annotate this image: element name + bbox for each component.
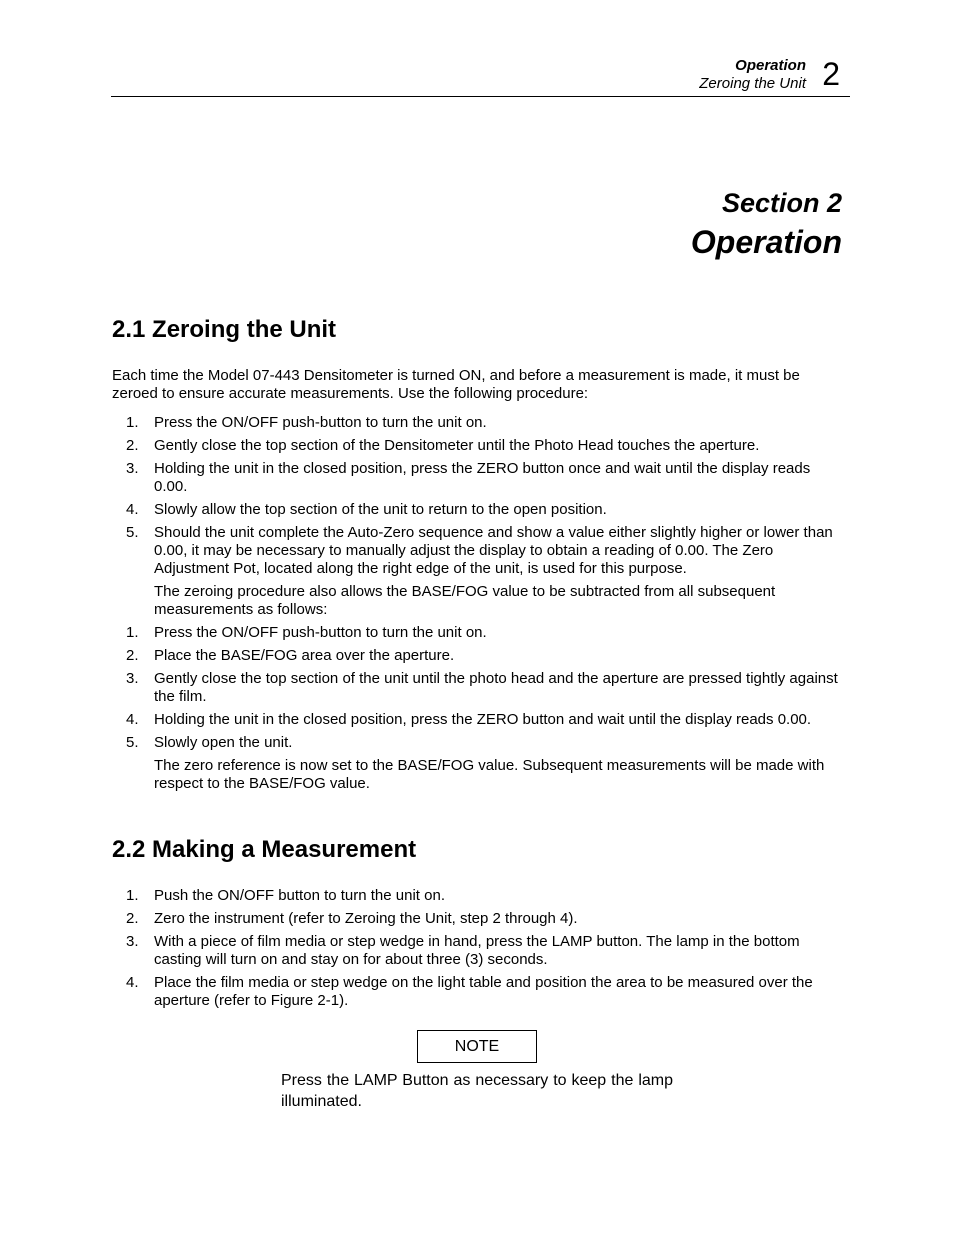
list-item: 3. Holding the unit in the closed position, press the ZERO button once and wait until the display reads 0.00. bbox=[126, 460, 811, 495]
basefog-outro: The zero reference is now set to the BASE/FOG value. Subsequent measurements will be made with respect to the BASE/FOG value. bbox=[154, 757, 825, 792]
list-item: 1. Press the ON/OFF push-button to turn the unit on. bbox=[126, 624, 487, 641]
list-item: 1. Push the ON/OFF button to turn the unit on. bbox=[126, 887, 445, 904]
zeroing-procedure bbox=[112, 414, 842, 798]
list-item: 2. Place the BASE/FOG area over the aperture. bbox=[126, 647, 455, 664]
section-title: Operation bbox=[690, 224, 842, 260]
basefog-intro: The zeroing procedure also allows the BASE/FOG value to be subtracted from all subsequent measurements as follows: bbox=[154, 583, 776, 618]
list-item: 2. Zero the instrument (refer to Zeroing the Unit, step 2 through 4). bbox=[126, 910, 578, 927]
list-item: 1. Press the ON/OFF push-button to turn the unit on. bbox=[126, 414, 487, 431]
list-item: 5. Should the unit complete the Auto-Zero sequence and show a value either slightly higher or lower than 0.00, it may be necessary to manually adjust the display to obtain a reading of 0.00. The Zero Adjustment Pot, located along the right edge of the unit, is used for this purpose. bbox=[126, 524, 833, 577]
measurement-heading: 2.2 Making a Measurement bbox=[112, 836, 417, 863]
header-title: Operation bbox=[735, 57, 806, 74]
header-section-number: 2 bbox=[822, 56, 840, 92]
measurement-procedure bbox=[112, 887, 842, 1015]
list-item: 4. Slowly allow the top section of the unit to return to the open position. bbox=[126, 501, 607, 518]
list-item: 5. Slowly open the unit. bbox=[126, 734, 293, 751]
section-heading bbox=[691, 185, 842, 263]
section-label: Section 2 bbox=[721, 188, 842, 218]
page-header bbox=[111, 54, 850, 97]
list-item: 4. Place the film media or step wedge on the light table and position the area to be measured over the aperture (refer to Figure 2-1). bbox=[126, 974, 813, 1009]
note-text: Press the LAMP Button as necessary to keep the lamp illuminated. bbox=[281, 1072, 673, 1110]
zeroing-intro: Each time the Model 07-443 Densitometer is turned ON, and before a measurement is made, it must be zeroed to ensure accurate measurements. Use the following procedure: bbox=[112, 367, 800, 402]
header-text bbox=[699, 56, 806, 92]
note-label: NOTE bbox=[417, 1030, 537, 1063]
list-item: 4. Holding the unit in the closed position, press the ZERO button and wait until the display reads 0.00. bbox=[126, 711, 812, 728]
list-item: 2. Gently close the top section of the Densitometer until the Photo Head touches the aperture. bbox=[126, 437, 760, 454]
list-item: 3. Gently close the top section of the unit until the photo head and the aperture are pressed tightly against the film. bbox=[126, 670, 838, 705]
header-subtitle: Zeroing the Unit bbox=[699, 75, 806, 92]
list-item: 3. With a piece of film media or step wedge in hand, press the LAMP button. The lamp in the bottom casting will turn on and stay on for about three (3) seconds. bbox=[126, 933, 800, 968]
zeroing-heading: 2.1 Zeroing the Unit bbox=[112, 316, 337, 343]
